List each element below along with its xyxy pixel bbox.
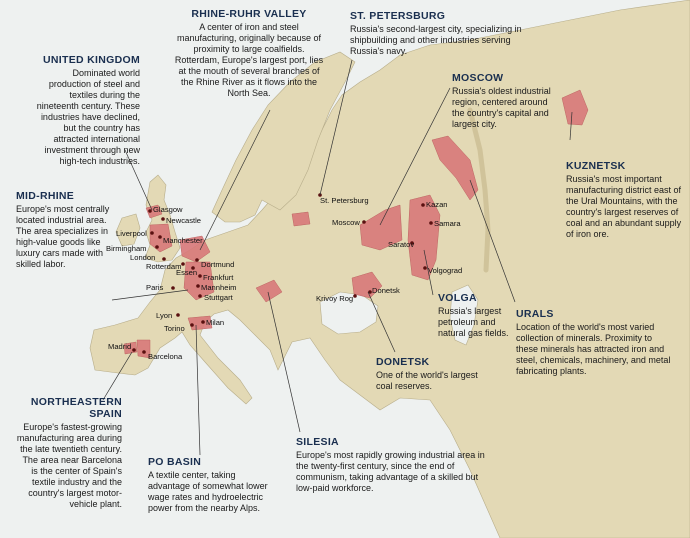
region-title-po-basin: PO BASIN <box>148 456 202 468</box>
callout-moscow <box>452 72 562 130</box>
region-title-urals: URALS <box>516 308 554 320</box>
city-label-stuttgart: Stuttgart <box>204 293 233 302</box>
city-label-liverpool: Liverpool <box>116 229 147 238</box>
callout-mid-rhine <box>16 190 120 270</box>
city-label-dortmund: Dortmund <box>201 260 235 269</box>
region-title-donetsk: DONETSK <box>376 356 430 368</box>
city-label-volgograd: Volgograd <box>428 266 463 275</box>
callout-kuznetsk <box>566 160 684 240</box>
region-desc-urals: Location of the world's most varied collection of minerals. Proximity to these minerals has attracted iron and steel, chemicals, machinery, and metal fabricating plants. <box>516 322 671 376</box>
region-desc-kuznetsk: Russia's most important manufacturing district east of the Ural Mountains, with the country's largest reserves of coal and an abundant supply of iron ore. <box>566 174 682 239</box>
city-label-donetsk: Donetsk <box>372 286 400 295</box>
city-label-rotterdam: Rotterdam <box>146 262 182 271</box>
city-label-barcelona: Barcelona <box>148 352 183 361</box>
callout-united-kingdom <box>30 54 140 167</box>
city-label-madrid: Madrid <box>108 342 132 351</box>
city-label-frankfurt: Frankfurt <box>203 273 234 282</box>
region-desc-mid-rhine: Europe's most centrally located industrial area. The area specializes in high-value goods like luxury cars made with skilled labor. <box>16 204 110 269</box>
city-label-newcastle: Newcastle <box>166 216 202 225</box>
city-label-manchester: Manchester <box>163 236 203 245</box>
region-title-st-petersburg: ST. PETERSBURG <box>350 10 446 22</box>
region-desc-volga: Russia's largest petroleum and natural gas fields. <box>438 306 509 338</box>
region-desc-silesia: Europe's most rapidly growing industrial area in the twenty-first century, since the end of communism, taking advantage of a skilled but low-paid workforce. <box>296 450 485 493</box>
region-title-united-kingdom: UNITED KINGDOM <box>43 54 140 66</box>
city-label-lyon: Lyon <box>156 311 173 320</box>
city-label-london: London <box>130 253 156 262</box>
region-title-kuznetsk: KUZNETSK <box>566 160 626 172</box>
city-label-moscow: Moscow <box>332 218 360 227</box>
region-title-volga: VOLGA <box>438 292 477 304</box>
city-label-glasgow: Glasgow <box>153 205 183 214</box>
callout-rhine-ruhr <box>172 8 326 99</box>
region-title-rhine-ruhr: RHINE-RUHR VALLEY <box>191 8 307 20</box>
region-desc-donetsk: One of the world's largest coal reserves. <box>376 370 478 391</box>
city-label-kazan: Kazan <box>426 200 448 209</box>
region-title-northeastern-spain: NORTHEASTERN SPAIN <box>30 396 122 420</box>
callout-volga <box>438 292 514 339</box>
callout-urals <box>516 308 672 377</box>
region-title-moscow: MOSCOW <box>452 72 504 84</box>
industrial-area-st-petersburg <box>292 212 310 226</box>
city-label-essen: Essen <box>176 268 198 277</box>
callout-po-basin <box>148 456 274 514</box>
callout-donetsk <box>376 356 482 392</box>
city-label-birmingham: Birmingham <box>106 244 147 253</box>
city-label-mannheim: Mannheim <box>201 283 237 292</box>
region-desc-united-kingdom: Dominated world production of steel and textiles during the nineteenth century. These industries have declined, but the country has attracted international investment through new high-tech industries. <box>36 68 140 166</box>
callout-silesia <box>296 436 488 494</box>
region-desc-northeastern-spain: Europe's fastest-growing manufacturing area during the late twentieth century. The area near Barcelona is the center of Spain's textile industry and the country's largest motor-vehicle plant. <box>16 422 122 509</box>
region-title-mid-rhine: MID-RHINE <box>16 190 75 202</box>
city-label-krivoy-rog: Krivoy Rog <box>316 294 354 303</box>
city-label-st-petersburg: St. Petersburg <box>320 196 369 205</box>
region-desc-st-petersburg: Russia's second-largest city, specializing in shipbuilding and other industries serving Russia's navy. <box>350 24 522 56</box>
region-title-silesia: SILESIA <box>296 436 339 448</box>
city-label-samara: Samara <box>434 219 461 228</box>
region-desc-moscow: Russia's oldest industrial region, centered around the country's capital and largest city. <box>452 86 551 129</box>
city-label-milan: Milan <box>206 318 225 327</box>
city-label-saratov: Saratov <box>388 240 415 249</box>
region-desc-rhine-ruhr: A center of iron and steel manufacturing, originally because of proximity to large coalfields. Rotterdam, Europe's largest port, lies at the mouth of several branches of the Rhine River as it flows into the North Sea. <box>174 22 324 98</box>
callout-northeastern-spain <box>16 396 122 510</box>
city-label-paris: Paris <box>146 283 164 292</box>
region-desc-po-basin: A textile center, taking advantage of somewhat lower wage rates and hydroelectric power from the nearby Alps. <box>148 470 268 513</box>
city-label-torino: Torino <box>164 324 185 333</box>
callout-st-petersburg <box>350 10 540 57</box>
